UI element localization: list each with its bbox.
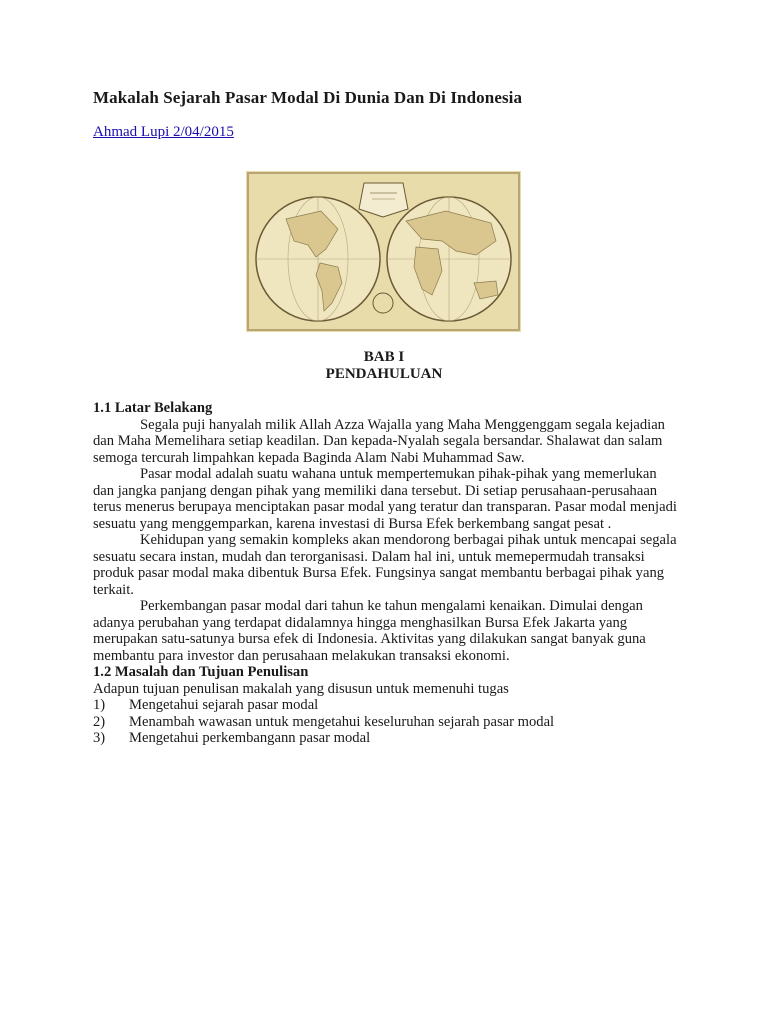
paragraph: Segala puji hanyalah milik Allah Azza Wajalla yang Maha Menggenggam segala kejadian dan Maha Memelihara setiap keadilan. Dan kepada-Nyalah segala bersandar. Shalawat dan salam semoga tercurah limpahkan kepada Baginda Alam Nabi Muhammad Saw. — [93, 416, 665, 466]
paragraph: Perkembangan pasar modal dari tahun ke tahun mengalami kenaikan. Dimulai dengan adanya perubahan yang terdapat didalamnya hingga menghasilkan Bursa Efek Jakarta yang merupakan satu-satunya bursa efek di Indonesia. Aktivitas yang dilakukan sangat banyak guna membantu para investor dan perusahaan melakukan transaksi ekonomi. — [93, 598, 646, 664]
list-intro: Adapun tujuan penulisan makalah yang disusun untuk memenuhi tugas — [93, 680, 509, 697]
chapter-number: BAB I — [363, 349, 405, 365]
list-number: 2) — [93, 713, 106, 730]
list-item — [93, 697, 678, 714]
body-text — [93, 400, 678, 747]
list-number: 3) — [93, 730, 106, 746]
list-text: Mengetahui perkembangann pasar modal — [129, 730, 371, 746]
list-text: Mengetahui sejarah pasar modal — [129, 697, 319, 713]
list-item — [93, 714, 678, 731]
section-heading-latar-belakang: 1.1 Latar Belakang — [93, 400, 213, 416]
page-title: Makalah Sejarah Pasar Modal Di Dunia Dan Di Indonesia — [93, 88, 523, 107]
list-number: 1) — [93, 697, 106, 713]
list-text: Menambah wawasan untuk mengetahui keseluruhan sejarah pasar modal — [129, 713, 555, 730]
paragraph: Kehidupan yang semakin kompleks akan mendorong berbagai pihak untuk mencapai segala sesuatu secara instan, mudah dan terorganisasi. Dalam hal ini, untuk memepermudah transaksi produk pasar modal maka dibentuk Bursa Efek. Fungsinya sangat membantu berbagai pihak yang terkait. — [93, 532, 677, 598]
chapter-title: PENDAHULUAN — [325, 366, 443, 382]
section-heading-masalah-tujuan: 1.2 Masalah dan Tujuan Penulisan — [93, 664, 309, 680]
world-map-icon — [246, 171, 521, 332]
world-map-image — [246, 171, 521, 332]
paragraph: Pasar modal adalah suatu wahana untuk mempertemukan pihak-pihak yang memerlukan dan jangka panjang dengan pihak yang memiliki dana tersebut. Di setiap perusahaan-perusahaan terus menerus berupaya menciptakan pasar modal yang teratur dan transparan. Pasar modal menjadi sesuatu yang menggemparkan, karena investasi di Bursa Efek berkembang sangat pesat . — [93, 466, 677, 532]
chapter-heading — [93, 349, 675, 383]
author-date-link[interactable]: Ahmad Lupi 2/04/2015 — [93, 124, 234, 140]
byline — [93, 124, 234, 141]
list-item — [93, 730, 678, 747]
